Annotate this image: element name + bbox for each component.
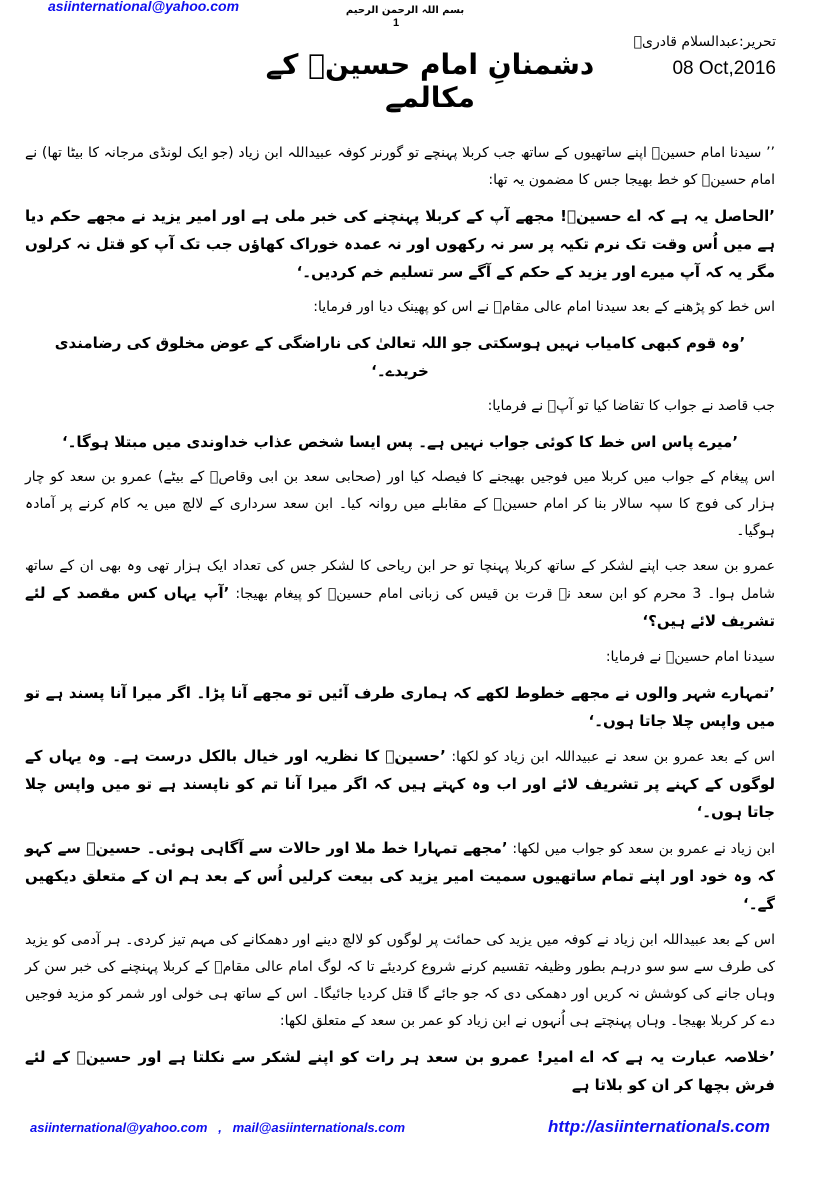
paragraph-text: سیدنا امام حسینؑ نے فرمایا: (605, 649, 775, 665)
quote-text: ساتھیوں سمیت امیر یزید کی بیعت کرلیں اُس کے بعد ہم ان کے متعلق دیکھیں گے۔‘ (25, 867, 775, 913)
quote-text: ’الحاصل یہ ہے کہ اے حسینؑ! مجھے آپ کے کربلا پہنچنے کی خبر ملی ہے اور امیر یزید نے مجھے حکم دیا ہے میں اُس وقت تک نرم تکیہ پر (25, 207, 775, 253)
quote-text: سر نہ رکھوں اور نہ عمدہ خوراک کھاؤں جب تک آپ کو قتل نہ کرلوں مگر یہ کہ آپ میرے اور یزید کے حکم کے آگے سر تسلیم خم کردیں۔‘ (25, 235, 775, 281)
quote (25, 329, 775, 385)
quote-text: ’وہ قوم کبھی کامیاب نہیں ہوسکتی جو اللہ تعالیٰ کی ناراضگی کے عوض مخلوق کی رضامندی خریدے۔‘ (54, 334, 746, 380)
quote-text: ’تمہارے شہر والوں نے مجھے خطوط لکھے کہ ہماری طرف آئیں تو مجھے آنا پڑا۔ اگر میرا آنا پسند ہے تو میں واپس چلا جاتا ہوں۔‘ (25, 684, 775, 730)
footer-website-link[interactable]: http://asiinternationals.com (548, 1117, 770, 1136)
paragraph (25, 294, 775, 321)
footer (25, 1117, 775, 1137)
header-email-link[interactable]: asiinternational@yahoo.com (48, 0, 240, 14)
page-title: دشمنانِ امام حسینؑ کے مکالمے (265, 48, 595, 114)
paragraph (25, 644, 775, 671)
paragraph (25, 140, 775, 194)
paragraph-text: طرف سے سو سو درہم بطور وظیفہ تقسیم کرنے شروع کردیئے تا کہ لوگ امام عالی مقامؑ کے کربلا پہنچنے کی خبر سن کر وہاں جانے کی کوشش نہ (25, 959, 776, 1002)
date: 08 Oct,2016 (672, 58, 776, 79)
bismillah: بسم اللہ الرحمن الرحیم (345, 5, 465, 16)
quote (25, 679, 775, 735)
footer-emails[interactable]: asiinternational@yahoo.com , mail@asiinternationals.com (30, 1120, 406, 1135)
author-line: تحریر:عبدالسلام قادریؒ (633, 34, 776, 50)
quote (25, 428, 775, 456)
quote-text: ’میرے پاس اس خط کا کوئی جواب نہیں ہے۔ پس ایسا شخص عذاب خداوندی میں مبتلا ہوگا۔‘ (61, 433, 739, 451)
paragraph-text: اس کے بعد عبیداللہ ابن زیاد نے کوفہ میں یزید کی حمائت پر لوگوں کو لالچ دینے اور دھمکانے کی مہم تیز کردی۔ ہر آدمی کو یزید کی (25, 932, 775, 975)
paragraph-text: ’’ سیدنا امام حسینؑ اپنے ساتھیوں کے ساتھ جب کربلا پہنچے تو گورنر کوفہ عبیداللہ ابن زیاد (جو ایک لونڈی مرجانہ کا بیٹا تھا) نے (25, 145, 775, 161)
paragraph-text: عمرو بن سعد جب اپنے لشکر کے ساتھ کربلا پہنچا تو حر ابن ریاحی کا لشکر جس کی تعداد ایک ہزار تھی وہ بھی ان کے ساتھ شامل (25, 558, 775, 602)
article-body (25, 140, 775, 1137)
quote-text: ’حسینؑ کا نظریہ اور خیال بالکل درست ہے۔ وہ یہاں کے لوگوں کے کہنے پر (25, 747, 775, 793)
paragraph (25, 553, 775, 636)
paragraph-text: اس پیغام کے جواب میں کربلا میں فوجیں بھیجنے کا فیصلہ کیا اور (صحابی سعد بن ابی وقاصؓ کے بیٹے) عمرو بن سعد کو چار ہزار کی (25, 469, 775, 512)
quote-text: ’خلاصہ عبارت یہ ہے کہ اے امیر! عمرو بن سعد ہر رات کو اپنے لشکر سے نکلتا ہے اور حسینؑ کے لئے فرش بچھا کر ان کو بلاتا ہے (25, 1048, 775, 1094)
quote-text: ’آپ یہاں کس مقصد کے لئے تشریف لائے ہیں؟‘ (25, 584, 775, 630)
page-number: 1 (393, 17, 400, 29)
paragraph (25, 393, 775, 420)
paragraph-text: فوج کا سپہ سالار بنا کر امام حسینؑ کے مقابلے میں روانہ کیا۔ ابن سعد سرداری کے لالچ میں یہ کام کرنے پر آمادہ ہوگیا۔ (25, 496, 775, 539)
paragraph (25, 835, 775, 919)
paragraph-text: اُنہوں نے ابن زیاد کو عمر بن سعد کے متعلق لکھا: (279, 1013, 566, 1029)
quote (25, 1043, 775, 1099)
paragraph-text: امام حسینؑ کو خط بھیجا جس کا مضمون یہ تھا: (488, 172, 775, 188)
paragraph-text: جب قاصد نے جواب کا تقاضا کیا تو آپؑ نے فرمایا: (487, 398, 775, 414)
paragraph (25, 743, 775, 827)
quote-text: تشریف لائے اور اب وہ کہتے ہیں کہ اگر میرا آنا تم کو ناپسند ہے تو میں واپس چلا جاتا ہوں۔‘ (25, 775, 775, 821)
paragraph-text: ہوا۔ 3 محرم کو ابن سعد نے قرت بن قیس کی زبانی امام حسینؑ کو پیغام بھیجا: (235, 586, 735, 602)
quote-text: ’مجھے تمہارا خط ملا اور حالات سے آگاہی ہوئی۔ حسینؑ سے کہو کہ وہ خود اور اپنے تمام (25, 839, 776, 885)
paragraph-text: کریں اور دھمکی دی کہ جو جائے گا قتل کردیا جائیگا۔ اس کے ساتھ ہی خولی اور شمر کو مزید فوجیں دے کر کربلا بھیجا۔ وہاں پہنچتے ہی (25, 986, 775, 1029)
paragraph (25, 464, 775, 545)
paragraph-text: ابن زیاد نے عمرو بن سعد کو جواب میں لکھا: (512, 841, 775, 857)
paragraph-text: اس خط کو پڑھنے کے بعد سیدنا امام عالی مقامؑ نے اس کو پھینک دیا اور فرمایا: (313, 299, 775, 315)
quote (25, 202, 775, 286)
paragraph-text: اس کے بعد عمرو بن سعد نے عبیداللہ ابن زیاد کو لکھا: (451, 749, 776, 765)
paragraph (25, 927, 775, 1035)
